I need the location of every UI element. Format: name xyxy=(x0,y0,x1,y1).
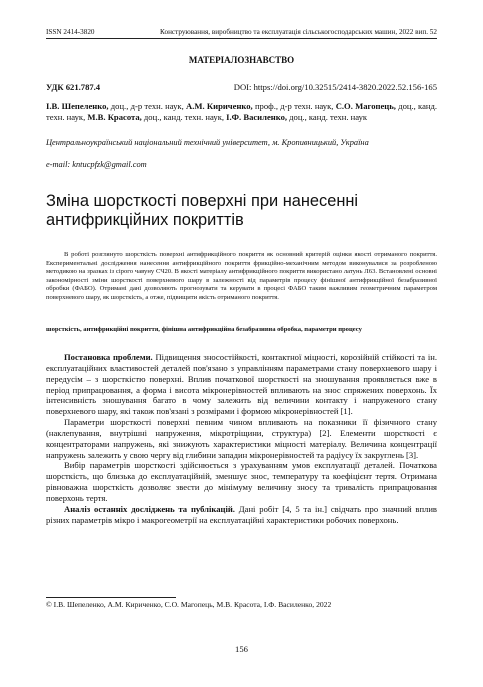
page-number: 156 xyxy=(235,644,248,654)
paragraph-text: Дані робіт [4, 5 та ін.] свідчать про значний вплив різних параметрів мікро і макрогеометрії на експлуатаційні характеристики робочих поверхонь. xyxy=(46,503,437,525)
article-title: Зміна шорсткості поверхні при нанесенні антифрикційних покриттів xyxy=(46,192,359,229)
journal-name: Конструювання, виробництво та експлуатація сільськогосподарських машин, 2022 вип. 52 xyxy=(160,28,437,36)
keywords: шорсткість, антифрикційні покриття, фінішна антифрикційна безабразивна обробка, параметри процесу xyxy=(46,326,362,333)
udk-code: УДК 621.787.4 xyxy=(46,82,101,92)
author-degree: доц., канд. техн. наук xyxy=(287,112,368,122)
doi-link[interactable]: DOI: https://doi.org/10.32515/2414-3820.2022.52.156-165 xyxy=(233,82,437,92)
paragraph-lead: Постановка проблеми. xyxy=(64,352,153,362)
author-name: С.О. Магопець, xyxy=(335,101,396,111)
affiliation: Центральноукраїнський національний технічний університет, м. Кропивницький, Україна xyxy=(46,138,369,147)
running-header xyxy=(46,28,437,39)
paragraph-lead: Аналіз останніх досліджень та публікацій. xyxy=(64,503,235,514)
contact-email[interactable]: e-mail: kntucpfzk@gmail.com xyxy=(46,160,147,169)
paragraph: Параметри шорсткості поверхні певним чином впливають на показники її фізичного стану (наклепування, внутрішні напруження, мікротріщини, структура) [2]. Елементи шорсткості є концентраторами напружень, які знижують характеристики міцності матеріалу. Величина концентрації напружень залежить у свою чергу від глибини западин мікронерівностей та радіусу їх закруглень [3]. xyxy=(46,417,437,460)
paragraph xyxy=(46,504,437,526)
udk-doi-row xyxy=(46,82,437,92)
author-degree: доц., канд. техн. наук, xyxy=(141,112,227,122)
author-name: І.В. Шепеленко, xyxy=(46,101,109,111)
author-degree: проф., д-р техн. наук, xyxy=(252,101,336,111)
footnote-divider xyxy=(46,597,176,598)
issn: ISSN 2414-3820 xyxy=(46,28,95,36)
author-name: І.Ф. Василенко, xyxy=(226,112,288,122)
author-name: А.М. Кириченко, xyxy=(186,101,253,111)
paragraph xyxy=(46,352,437,417)
article-body xyxy=(46,352,437,526)
author-name: М.В. Красота, xyxy=(87,112,142,122)
copyright-footnote: © І.В. Шепеленко, А.М. Кириченко, С.О. Магопець, М.В. Красота, І.Ф. Василенко, 2022 xyxy=(46,600,332,609)
author-degree: доц., канд. техн. наук, xyxy=(46,101,437,122)
abstract: В роботі розглянуто шорсткість поверхні антифрикційного покриття як основний критерій оцінки якості отриманого покриття. Експериментальні дослідження нанесення антифрикційного покриття фрикційно-механічним методом виконувалися за розробленою методикою на зразках із сірого чавуну СЧ20. В якості матеріалу антифрикційного покриття використано латунь Л63. Встановлені основні закономірності зміни шорсткості поверхневого шару в залежності від параметрів процесу фінішної антифрикційної безабразивної обробки (ФАБО). Отримані дані дозволяють прогнозувати та керувати в процесі ФАБО таким важливим геометричним параметром поверхневого шару, як шорсткість, а отже, підвищити якість отриманого покриття. xyxy=(46,251,437,301)
section-title: МАТЕРІАЛОЗНАВСТВО xyxy=(188,55,295,65)
author-degree: доц., д-р техн. наук, xyxy=(108,101,187,111)
paragraph: Вибір параметрів шорсткості здійснюється з урахуванням умов експлуатації деталей. Початкова шорсткість, що близька до експлуатаційній, зменшує знос, температуру та коефіцієнт тертя. Отримана рівноважна шорсткість дозволяє звести до мінімуму величину зносу та тривалість припрацювання поверхонь тертя. xyxy=(46,460,437,503)
author-list xyxy=(46,101,437,123)
paragraph-text: Підвищення зносостійкості, контактної міцності, корозійній стійкості та ін. експлуатаційних властивостей деталей пов'язано з управлінням параметрами стану поверхневого шару і передусім – з шорсткістю поверхні. Вплив початкової шорсткості на зношування проявляється вже в період припрацювання, а форма і висота мікронерівностей впливають на знос спряжених поверхонь. Їх інтенсивність зношування багато в чому залежить від величини контакту і напруженого стану поверхневого шару, які також пов'язані з розмірами і формою мікронерівностей [1]. xyxy=(46,352,438,417)
